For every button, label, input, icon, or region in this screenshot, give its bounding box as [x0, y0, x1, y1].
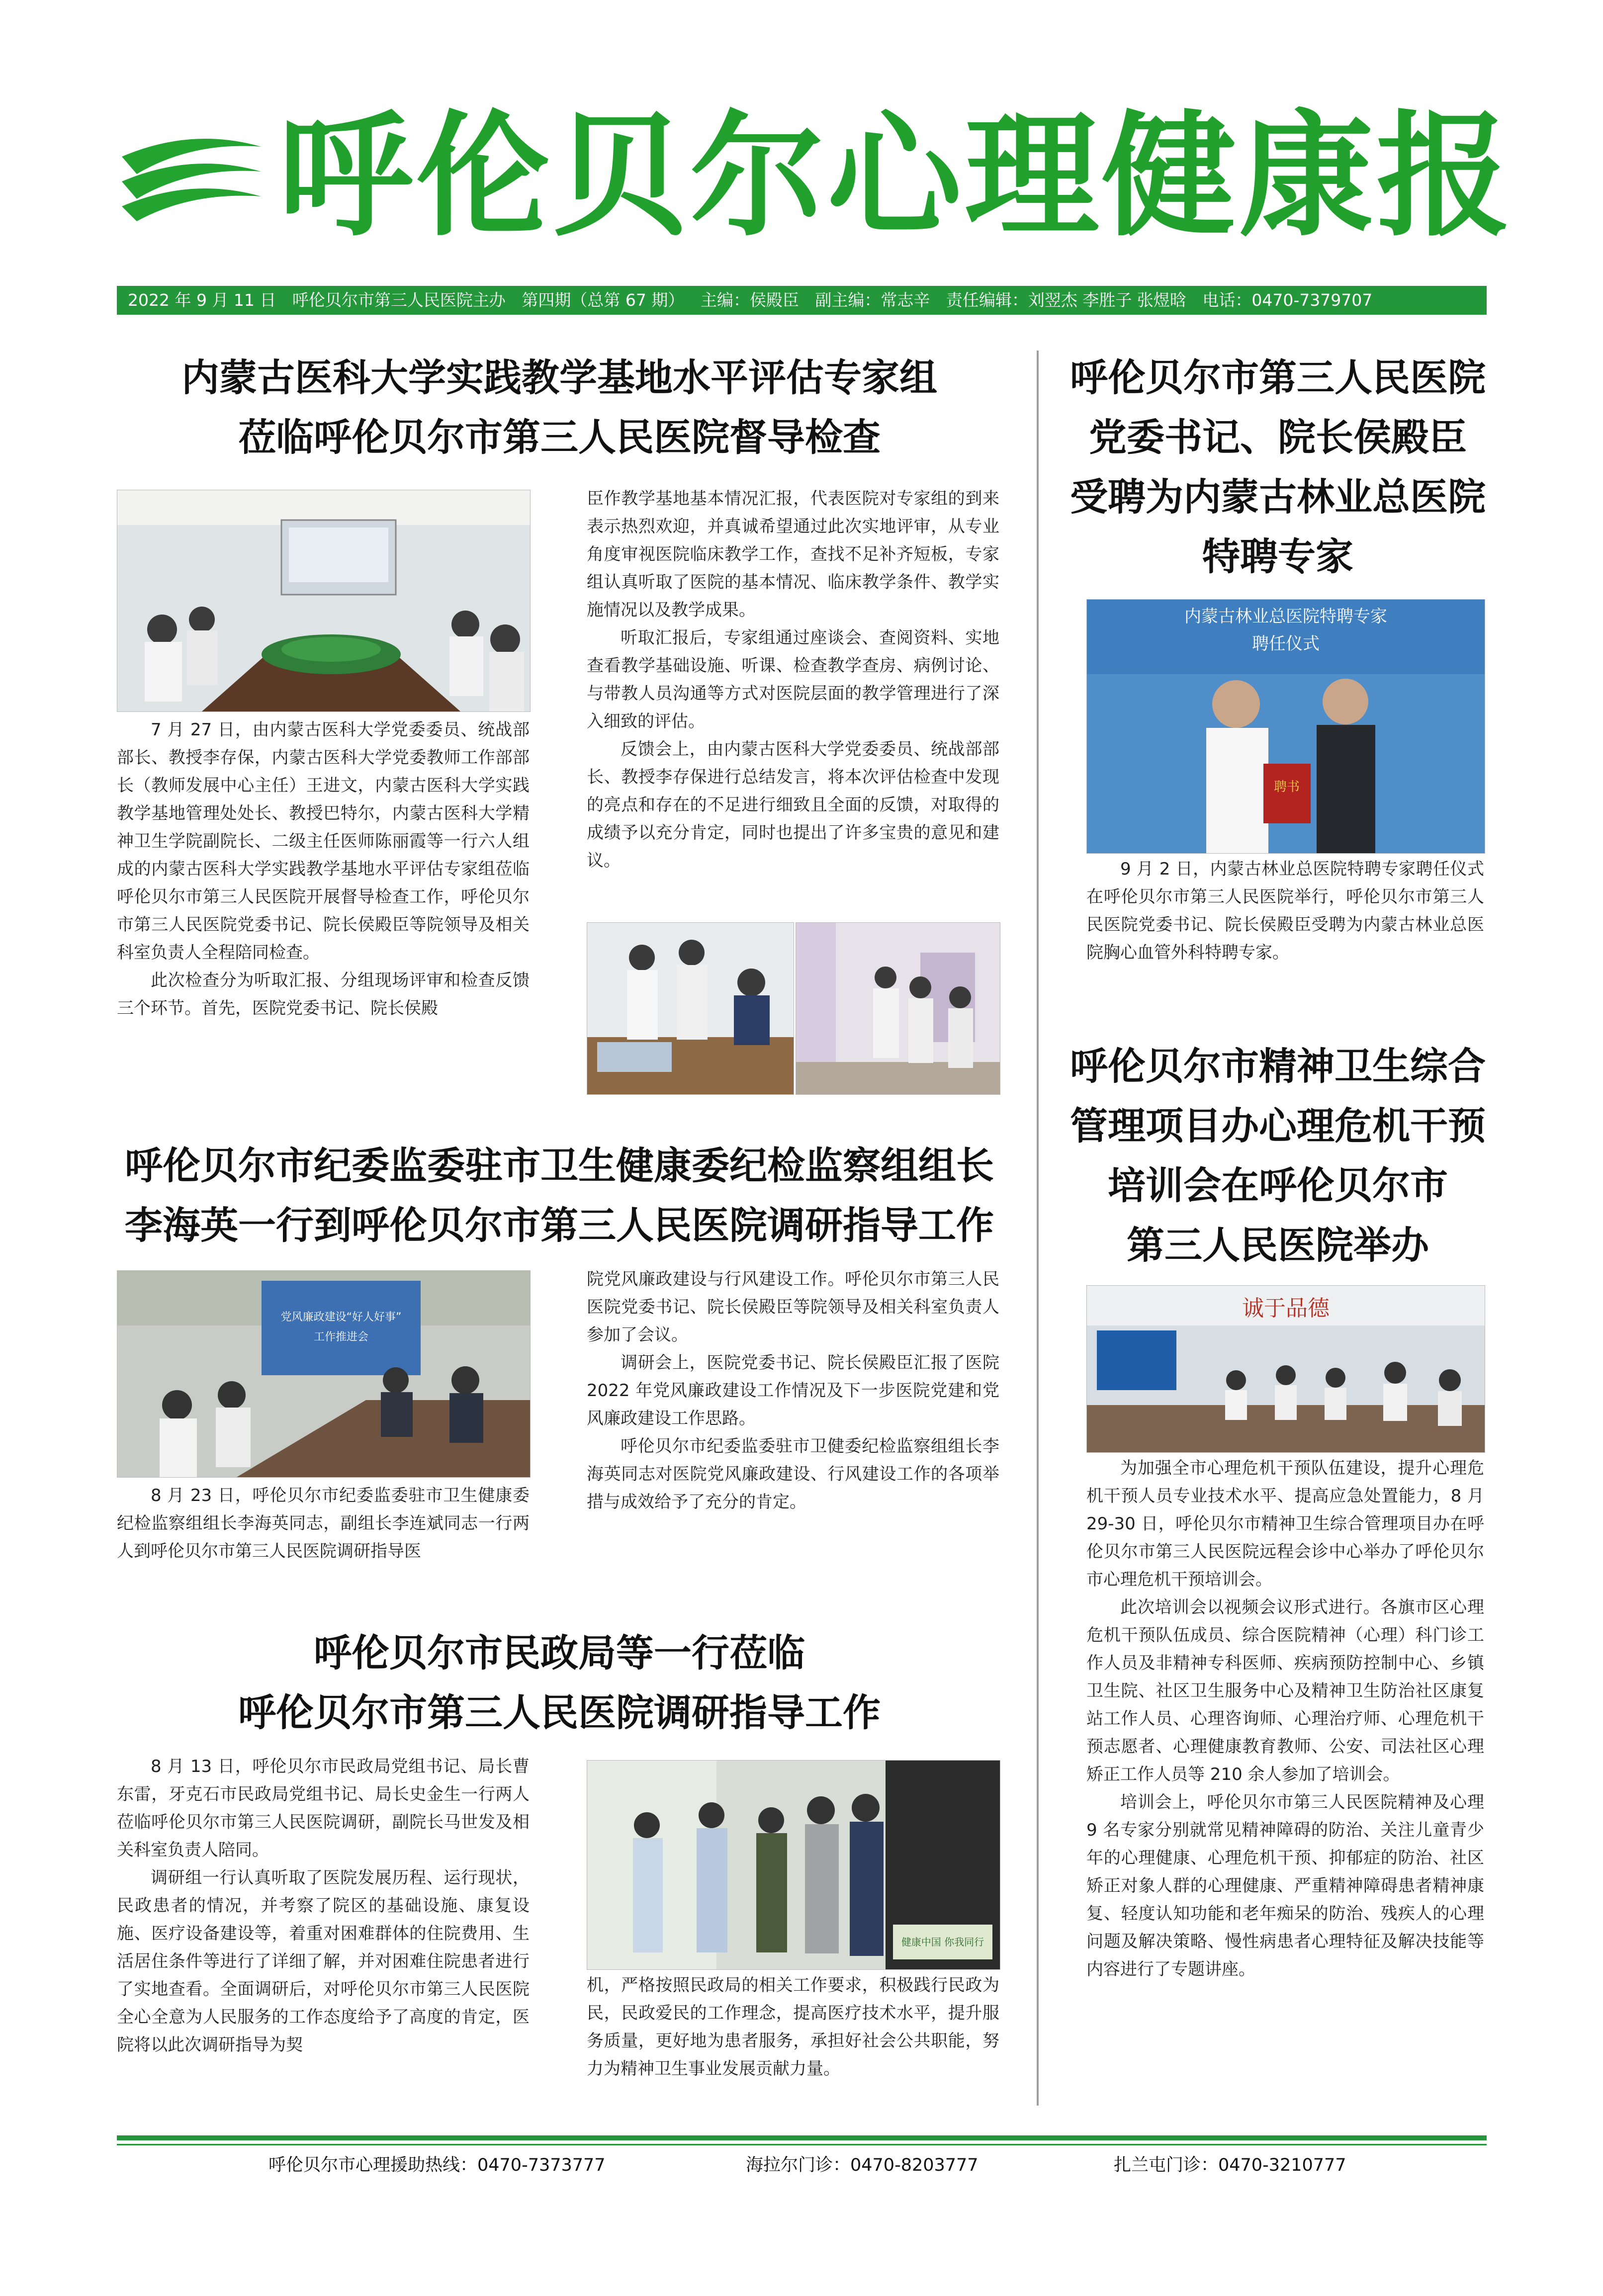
- masthead-title: 呼伦贝尔心理健康报: [278, 98, 1514, 255]
- footer-rule: [117, 2135, 1487, 2140]
- article2-col-left: [117, 1482, 530, 1565]
- article2-title-line: 李海英一行到呼伦贝尔市第三人民医院调研指导工作: [125, 1203, 994, 1247]
- paragraph: 为加强全市心理危机干预队伍建设，提升心理危机干预人员专业技术水平、提高应急处置能力，8 月 29-30 日，呼伦贝尔市精神卫生综合管理项目办在呼伦贝尔市第三人民医院远程会诊中心举办了呼伦贝尔市心理危机干预培训会。: [1086, 1458, 1484, 1590]
- article1-title-line: 内蒙古医科大学实践教学基地水平评估专家组: [181, 355, 937, 400]
- paragraph: 机，严格按照民政局的相关工作要求，积极践行民政为民，民政爱民的工作理念，提高医疗技术水平，提升服务质量，更好地为患者服务，承担好社会公共职能，努力为精神卫生事业发展贡献力量。: [587, 1975, 999, 2079]
- article3-photo-visit: [587, 1760, 1000, 1970]
- logo-icon: [117, 127, 266, 221]
- issue-date: 2022 年 9 月 11 日: [128, 290, 276, 310]
- article2-title-line: 呼伦贝尔市纪委监委驻市卫生健康委纪检监察组组长: [125, 1144, 994, 1188]
- article4-body: [1086, 855, 1484, 967]
- paragraph: 8 月 13 日，呼伦贝尔市民政局党组书记、局长曹东雷，牙克石市民政局党组书记、局长史金生一行两人莅临呼伦贝尔市第三人民医院调研，副院长马世发及相关科室负责人陪同。: [117, 1757, 530, 1860]
- responsible-editors: 责任编辑：刘翌杰 李胜子 张煜晗: [946, 290, 1186, 310]
- footer-hailar-clinic: 海拉尔门诊：0470-8203777: [746, 2155, 979, 2175]
- footer-zhalantun-clinic: 扎兰屯门诊：0470-3210777: [1114, 2155, 1346, 2175]
- paragraph: 调研会上，医院党委书记、院长侯殿臣汇报了医院 2022 年党风廉政建设工作情况及下一步医院党建和党风廉政建设工作思路。: [587, 1353, 999, 1428]
- article4-photo-ceremony: [1086, 599, 1485, 854]
- article3-title: [117, 1623, 1002, 1743]
- paragraph: 呼伦贝尔市纪委监委驻市卫健委纪检监察组组长李海英同志对医院党风廉政建设、行风建设工作的各项举措与成效给予了充分的肯定。: [587, 1436, 999, 1512]
- article1-photo-meeting: [117, 490, 531, 712]
- article3-photo-sign: 健康中国 你我同行: [901, 1936, 984, 1948]
- article3-col-left: [117, 1753, 530, 2059]
- article1-photo-records: [587, 922, 794, 1095]
- chief-editor: 主编：侯殿臣: [700, 290, 799, 310]
- article3-title-line: 呼伦贝尔市民政局等一行莅临: [314, 1631, 805, 1675]
- article2-photo-banner: 党风廉政建设“好人好事”: [280, 1311, 402, 1324]
- paragraph: 此次培训会以视频会议形式进行。各旗市区心理危机干预队伍成员、综合医院精神（心理）科门诊工作人员及非精神专科医师、疾病预防控制中心、乡镇卫生院、社区卫生服务中心及精神卫生防治社区康复站工作人员、心理咨询师、心理治疗师、心理危机干预志愿者、心理健康教育教师、公安、司法社区心理矫正工作人员等 210 余人参加了培训会。: [1086, 1597, 1484, 1784]
- article5-body: [1086, 1454, 1484, 1983]
- deputy-editor: 副主编：常志辛: [815, 290, 930, 310]
- article4-photo-banner: 内蒙古林业总医院特聘专家: [1184, 607, 1387, 626]
- article2-title: [117, 1136, 1002, 1255]
- article5-photo-training: [1086, 1285, 1485, 1453]
- paragraph: 培训会上，呼伦贝尔市第三人民医院精神及心理 9 名专家分别就常见精神障碍的防治、关注儿童青少年的心理健康、心理危机干预、抑郁症的防治、社区矫正对象人群的心理健康、严重精神障碍患者精神康复、轻度认知功能和老年痴呆的防治、残疾人的心理问题及解决策略、慢性病患者心理特征及解决技能等内容进行了专题讲座。: [1086, 1792, 1484, 1979]
- article5-photo-sign: 诚于品德: [1242, 1296, 1330, 1321]
- paragraph: 9 月 2 日，内蒙古林业总医院特聘专家聘任仪式在呼伦贝尔市第三人民医院举行，呼伦贝尔市第三人民医院党委书记、院长侯殿臣受聘为内蒙古林业总医院胸心血管外科特聘专家。: [1086, 859, 1484, 963]
- article4-photo-banner2: 聘任仪式: [1252, 634, 1320, 654]
- article5-title-line: 管理项目办心理危机干预: [1070, 1104, 1486, 1148]
- paragraph: 反馈会上，由内蒙古医科大学党委委员、统战部部长、教授李存保进行总结发言，将本次评估检查中发现的亮点和存在的不足进行细致且全面的反馈，对取得的成绩予以充分肯定，同时也提出了许多宝贵的意见和建议。: [587, 739, 999, 871]
- article2-photo-meeting: [117, 1270, 531, 1478]
- article4-title-line: 呼伦贝尔市第三人民医院: [1070, 355, 1486, 400]
- article1-col-left: [117, 716, 530, 1022]
- article5-title-line: 培训会在呼伦贝尔市: [1108, 1163, 1448, 1208]
- article5-title-line: 第三人民医院举办: [1127, 1223, 1429, 1267]
- article4-title-line: 特聘专家: [1202, 534, 1353, 579]
- paragraph: 臣作教学基地基本情况汇报，代表医院对专家组的到来表示热烈欢迎，并真诚希望通过此次实地评审，从专业角度审视医院临床教学工作，查找不足补齐短板，专家组认真听取了医院的基本情况、临床教学条件、教学实施情况以及教学成果。: [587, 489, 999, 620]
- article5-title: [1069, 1037, 1487, 1275]
- issue-number: 第四期（总第 67 期）: [522, 290, 685, 310]
- column-divider: [1037, 351, 1039, 2106]
- article4-title-line: 党委书记、院长侯殿臣: [1089, 415, 1467, 459]
- article5-title-line: 呼伦贝尔市精神卫生综合: [1070, 1044, 1486, 1088]
- footer-rule-thin: [117, 2144, 1487, 2145]
- article1-col-right: [587, 485, 999, 875]
- paragraph: 7 月 27 日，由内蒙古医科大学党委委员、统战部部长、教授李存保，内蒙古医科大学党委教师工作部部长（教师发展中心主任）王进文，内蒙古医科大学实践教学基地管理处处长、教授巴特尔，内蒙古医科大学精神卫生学院副院长、二级主任医师陈丽霞等一行六人组成的内蒙古医科大学实践教学基地水平评估专家组莅临呼伦贝尔市第三人民医院开展督导检查工作，呼伦贝尔市第三人民医院党委书记、院长侯殿臣等院领导及相关科室负责人全程陪同检查。: [117, 720, 530, 963]
- article2-photo-banner2: 工作推进会: [313, 1331, 369, 1343]
- paragraph: 调研组一行认真听取了医院发展历程、运行现状，民政患者的情况，并考察了院区的基础设施、康复设施、医疗设备建设等，着重对困难群体的住院费用、生活居住条件等进行了详细了解，并对困难住院患者进行了实地查看。全面调研后，对呼伦贝尔市第三人民医院全心全意为人民服务的工作态度给予了高度的肯定，医院将以此次调研指导为契: [117, 1868, 530, 2055]
- article3-title-line: 呼伦贝尔市第三人民医院调研指导工作: [238, 1690, 881, 1735]
- article4-photo-cert: 聘书: [1273, 780, 1300, 795]
- article2-col-right: [587, 1265, 999, 1516]
- paragraph: 此次检查分为听取汇报、分组现场评审和检查反馈三个环节。首先，医院党委书记、院长侯殿: [117, 971, 530, 1018]
- article3-col-right: [587, 1971, 999, 2083]
- article4-title: [1069, 348, 1487, 587]
- issue-info-bar: [117, 286, 1487, 315]
- article4-title-line: 受聘为内蒙古林业总医院: [1070, 475, 1486, 519]
- issue-sponsor: 呼伦贝尔市第三人民医院主办: [292, 290, 506, 310]
- paragraph: 8 月 23 日，呼伦贝尔市纪委监委驻市卫生健康委纪检监察组组长李海英同志，副组长李连斌同志一行两人到呼伦贝尔市第三人民医院调研指导医: [117, 1486, 530, 1561]
- article1-title-line: 莅临呼伦贝尔市第三人民医院督导检查: [238, 415, 881, 459]
- paragraph: 院党风廉政建设与行风建设工作。呼伦贝尔市第三人民医院党委书记、院长侯殿臣等院领导及相关科室负责人参加了会议。: [587, 1269, 999, 1345]
- phone: 电话：0470-7379707: [1202, 290, 1373, 310]
- article1-title: [117, 348, 1002, 467]
- footer-hotline: 呼伦贝尔市心理援助热线：0470-7373777: [268, 2155, 606, 2175]
- paragraph: 听取汇报后，专家组通过座谈会、查阅资料、实地查看教学基础设施、听课、检查教学查房、病例讨论、与带教人员沟通等方式对医院层面的教学管理进行了深入细致的评估。: [587, 628, 999, 731]
- article1-photo-inspection: [796, 922, 1000, 1095]
